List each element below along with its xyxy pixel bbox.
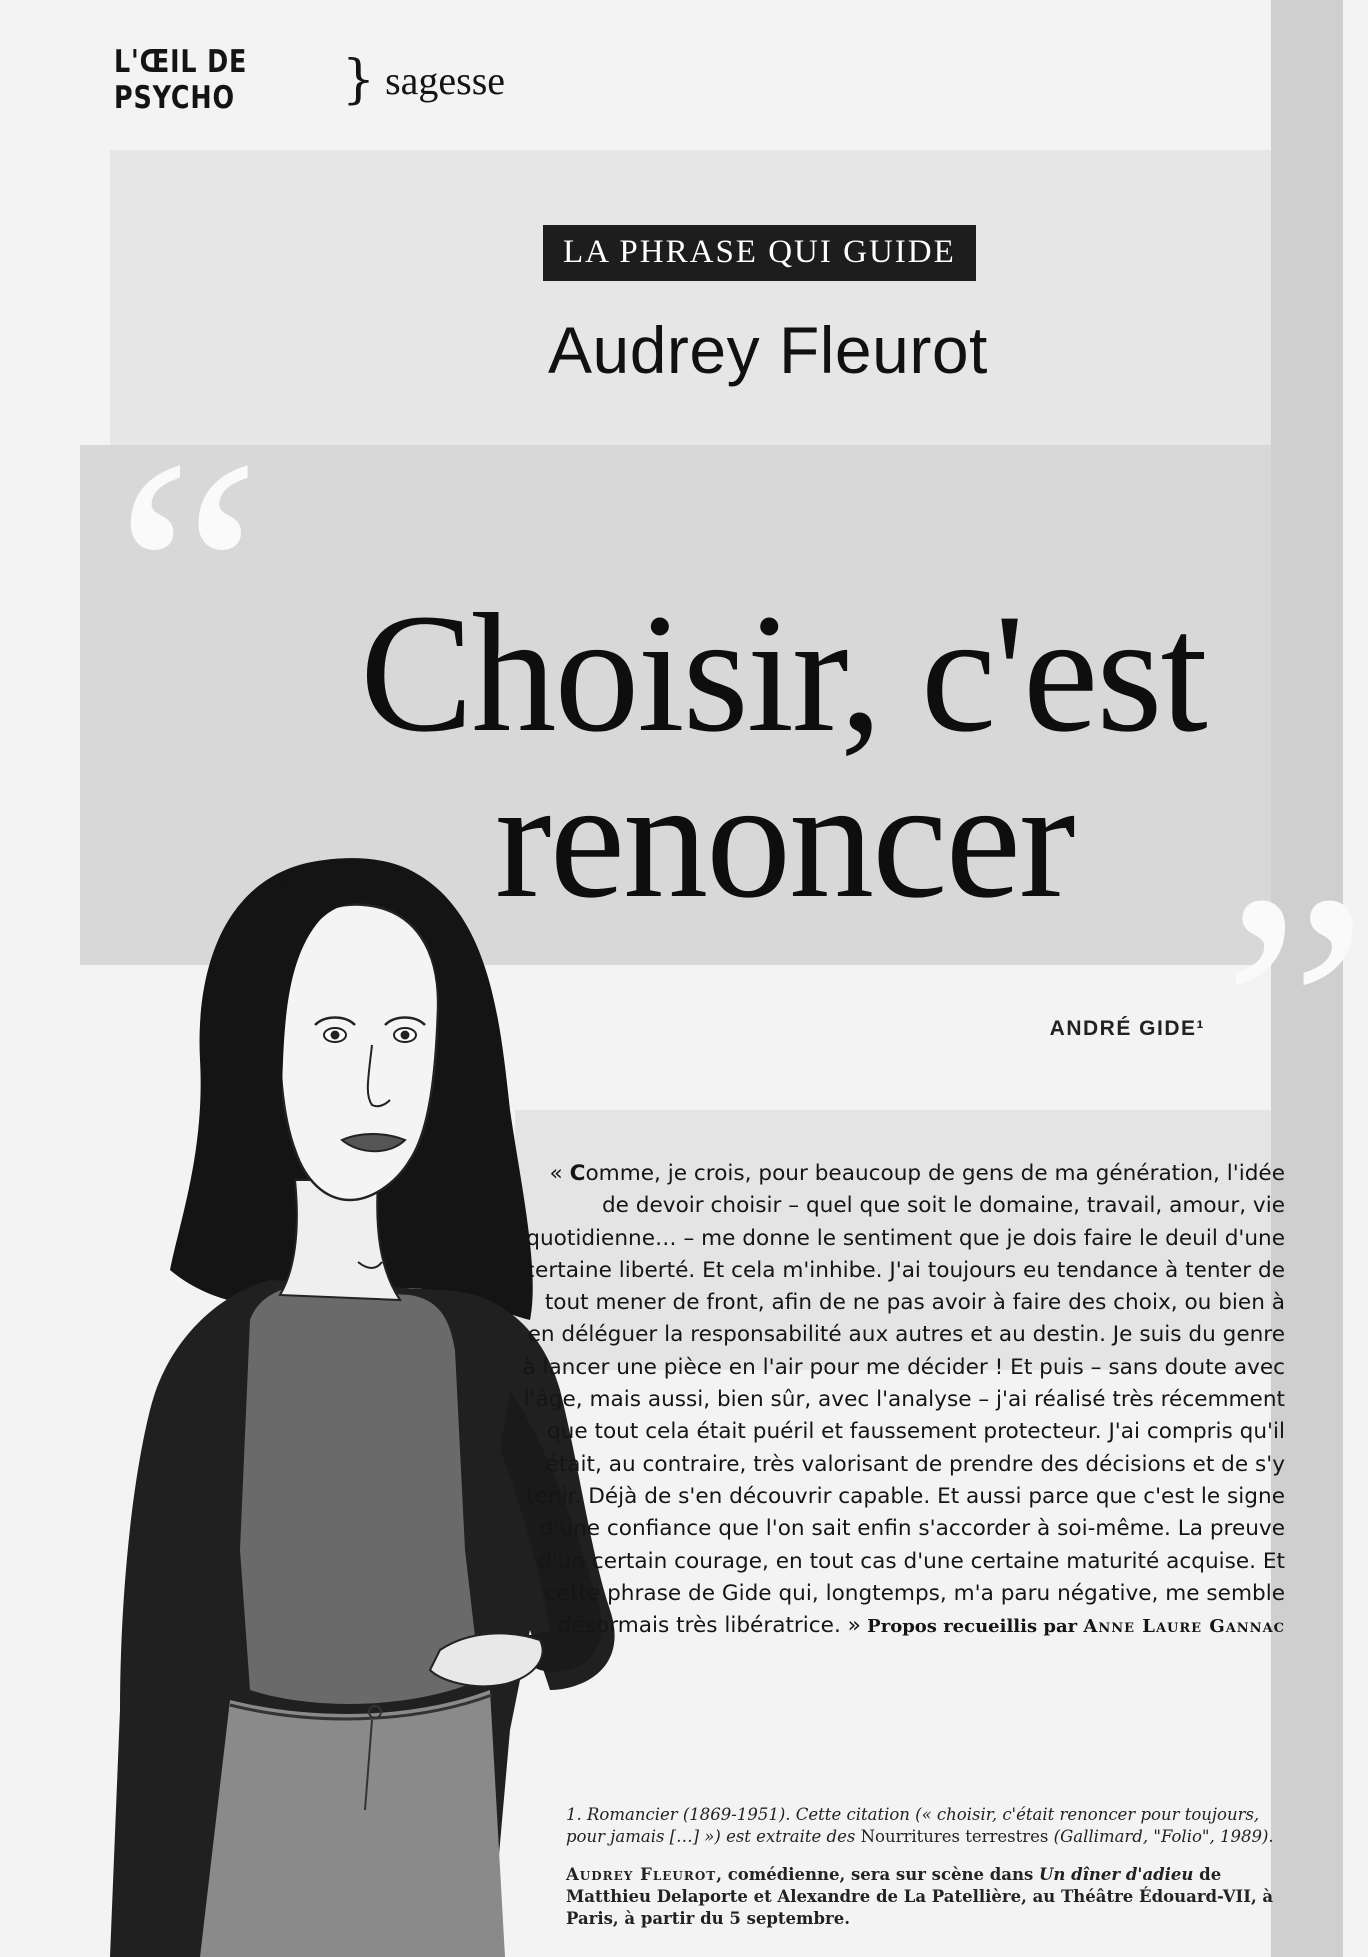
rubric-tag: LA PHRASE QUI GUIDE [543, 225, 976, 281]
section-rubric: sagesse [385, 57, 506, 103]
interview-credit [861, 1616, 1285, 1637]
close-quote-mark: ” [1222, 827, 1368, 1192]
credit-prefix: Propos recueillis par [860, 1616, 1084, 1638]
background-panel-top [110, 150, 1343, 450]
headline-line-1: Choisir, c'est [360, 579, 1206, 767]
quote-author: ANDRÉ GIDE¹ [1049, 1017, 1205, 1040]
credit-name: Anne Laure Gannac [1083, 1616, 1285, 1638]
section-brace: } [342, 50, 376, 110]
footnote [566, 1804, 1286, 1848]
body-open-quote: « [549, 1161, 570, 1186]
bio-name: Audrey Fleurot [566, 1865, 717, 1884]
footnote-text-a: 1. Romancier (1869-1951). Cette citation (« choisir, c'était renoncer pour toujours, pour jamais […] ») est extraite des [566, 1805, 1260, 1846]
person-name: Audrey Fleurot [548, 313, 988, 387]
footnote-text-b: (Gallimard, "Folio", 1989). [1048, 1827, 1274, 1846]
bio-note [566, 1864, 1286, 1930]
headline-quote [360, 579, 1206, 933]
open-quote-mark: “ [115, 392, 262, 757]
bio-text-b: de Matthieu Delaporte et Alexandre de La Patellière, au Théâtre Édouard-VII, à Paris, à partir du 5 septembre. [566, 1865, 1274, 1928]
section-kicker: L'ŒIL DE PSYCHO [114, 44, 248, 116]
footnote-book-title: Nourritures terrestres [860, 1827, 1049, 1846]
body-initial: C [569, 1161, 586, 1186]
running-header [114, 44, 505, 116]
headline-line-2: renoncer [495, 745, 1074, 933]
interview-text [520, 1158, 1285, 1643]
bio-play-title: Un dîner d'adieu [1038, 1865, 1194, 1884]
bio-text-a: , comédienne, sera sur scène dans [716, 1865, 1039, 1884]
body-paragraph: omme, je crois, pour beaucoup de gens de ma génération, l'idée de devoir choisir – quel que soit le domaine, travail, amour, vie quotidienne… – me donne le sentiment que je dois faire le deuil d'une certaine liberté. Et cela m'inhibe. J'ai toujours eu tendance à tenter de tout mener de front, afin de ne pas avoir à faire des choix, ou bien à en déléguer la responsabilité aux autres et au destin. Je suis du genre à lancer une pièce en l'air pour me décider ! Et puis – sans doute avec l'âge, mais aussi, bien sûr, avec l'analyse – j'ai réalisé très récemment que tout cela était puéril et faussement protecteur. J'ai compris qu'il était, au contraire, très valorisant de prendre des décisions et de s'y tenir. Déjà de s'en découvrir capable. Et aussi parce que c'est le signe d'une confiance que l'on sait enfin s'accorder à soi-même. La preuve d'un certain courage, en tout cas d'une certaine maturité acquise. Et cette phrase de Gide qui, longtemps, m'a paru négative, me semble désormais très libératrice. » [522, 1161, 1285, 1639]
